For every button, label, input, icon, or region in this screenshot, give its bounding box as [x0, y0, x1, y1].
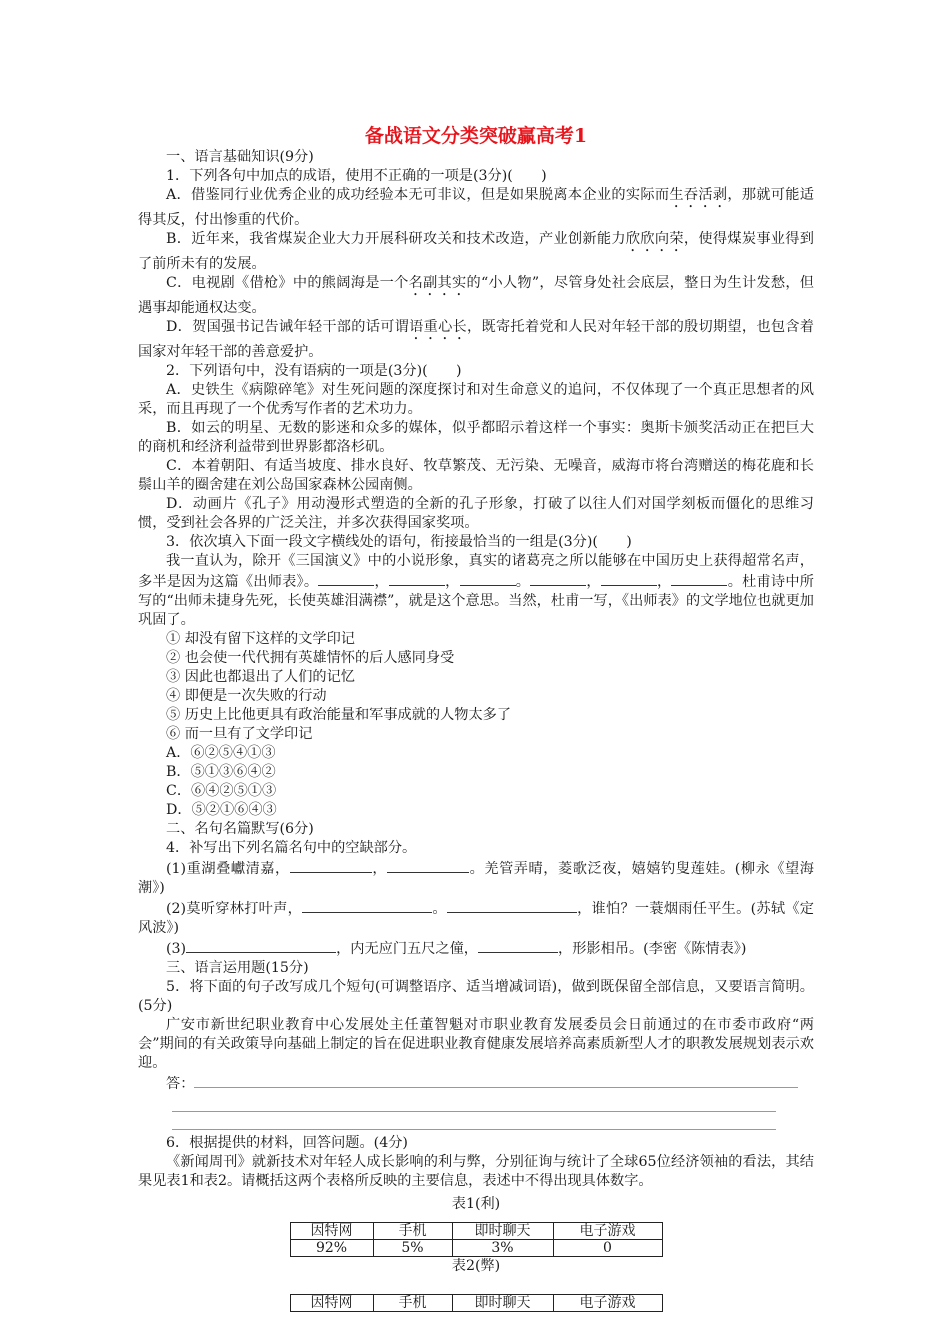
- table-row: [290, 1240, 662, 1257]
- answer-label: 答：: [166, 1076, 195, 1092]
- question-3-item: ⑤ 历史上比他更具有政治能量和军事成就的人物太多了: [166, 707, 512, 723]
- question-2-stem: 2．下列语句中，没有语病的一项是(3分)( ): [166, 363, 462, 379]
- question-3-option: D．⑤②①⑥④③: [166, 802, 277, 818]
- document-page: [138, 124, 814, 1312]
- section-heading-1: 一、语言基础知识(9分): [166, 149, 314, 165]
- question-3-item: ① 却没有留下这样的文学印记: [166, 631, 355, 647]
- question-2-option-b: B．如云的明星、无数的影迷和众多的媒体，似乎都昭示着这样一个事实：奥斯卡颁奖活动正在把巨大的商机和经济利益带到世界影都洛杉矶。: [138, 420, 814, 455]
- table-header-cell: 电子游戏: [553, 1223, 662, 1240]
- question-4-line-3: (3) ，内无应门五尺之僮， ，形影相吊。(李密《陈情表》): [138, 938, 814, 959]
- question-5-text: 广安市新世纪职业教育中心发展处主任董智魁对市职业教育发展委员会日前通过的在市委市政府“两会”期间的有关政策导向基础上制定的旨在促进职业教育健康发展培养高素质新型人才的职教发展规划表示欢迎。: [138, 1017, 814, 1071]
- table-1-caption: 表1(利): [451, 1196, 501, 1212]
- question-4-line-2: (2)莫听穿林打叶声， 。 ，谁怕？一蓑烟雨任平生。(苏轼《定风波》): [138, 898, 814, 938]
- question-1-stem: 1．下列各句中加点的成语，使用不正确的一项是(3分)( ): [166, 168, 547, 184]
- question-3-option: A．⑥②⑤④①③: [166, 745, 276, 761]
- question-3-item: ③ 因此也都退出了人们的记忆: [166, 669, 355, 685]
- table-cell: 5%: [373, 1240, 452, 1257]
- answer-line[interactable]: [172, 1094, 776, 1112]
- section-heading-3: 三、语言运用题(15分): [166, 960, 309, 976]
- table-header-cell: 即时聊天: [452, 1223, 553, 1240]
- answer-line[interactable]: [172, 1112, 776, 1130]
- answer-line[interactable]: [194, 1073, 798, 1088]
- table-cell: 3%: [452, 1240, 553, 1257]
- question-3-item: ④ 即便是一次失败的行动: [166, 688, 327, 704]
- question-1-option-a: A．借鉴同行业优秀企业的成功经验本无可非议，但是如果脱离本企业的实际而生吞活剥，那就可能适得其反，付出惨重的代价。: [138, 187, 814, 228]
- table-header-cell: 因特网: [290, 1295, 373, 1312]
- table-2-caption: 表2(弊): [451, 1258, 501, 1274]
- question-3-item: ② 也会使一代代拥有英雄情怀的后人感同身受: [166, 650, 455, 666]
- table-header-cell: 因特网: [290, 1223, 373, 1240]
- question-3-item: ⑥ 而一旦有了文学印记: [166, 726, 313, 742]
- section-heading-2: 二、名句名篇默写(6分): [166, 821, 314, 837]
- question-1-option-b: B．近年来，我省煤炭企业大力开展科研攻关和技术改造，产业创新能力欣欣向荣，使得煤炭事业得到了前所未有的发展。: [138, 231, 814, 272]
- table-header-cell: 即时聊天: [452, 1295, 553, 1312]
- table-1: [290, 1222, 663, 1257]
- table-cell: 92%: [290, 1240, 373, 1257]
- table-header-cell: 手机: [373, 1295, 452, 1312]
- table-header-cell: 电子游戏: [553, 1295, 662, 1312]
- table-header-cell: 手机: [373, 1223, 452, 1240]
- question-1-option-c: C．电视剧《借枪》中的熊阔海是一个名副其实的“小人物”，尽管身处社会底层，整日为生计发愁，但遇事却能通权达变。: [138, 275, 814, 316]
- question-5-stem: 5．将下面的句子改写成几个短句(可调整语序、适当增减词语)，做到既保留全部信息，又要语言简明。(5分): [138, 979, 814, 1014]
- question-2-option-c: C．本着朝阳、有适当坡度、排水良好、牧草繁茂、无污染、无噪音，威海市将台湾赠送的梅花鹿和长鬃山羊的圈舍建在刘公岛国家森林公园南侧。: [138, 458, 814, 493]
- question-3-option: C．⑥④②⑤①③: [166, 783, 277, 799]
- question-2-option-d: D．动画片《孔子》用动漫形式塑造的全新的孔子形象，打破了以往人们对国学刻板而僵化的思维习惯，受到社会各界的广泛关注，并多次获得国家奖项。: [138, 496, 814, 531]
- question-4-line-1: (1)重湖叠巘清嘉， ， 。羌管弄晴，菱歌泛夜，嬉嬉钓叟莲娃。(柳永《望海潮》): [138, 858, 814, 898]
- table-header-row: [290, 1295, 662, 1312]
- question-4-stem: 4．补写出下列名篇名句中的空缺部分。: [166, 840, 417, 856]
- table-2: [290, 1294, 663, 1312]
- question-3-passage: 我一直认为，除开《三国演义》中的小说形象，真实的诸葛亮之所以能够在中国历史上获得超常名声，多半是因为这篇《出师表》。 ， ， 。 ， ， 。杜甫诗中所写的“出师未捷身先死，长使英雄泪满襟”，就是这个意思。当然，杜甫一写，《出师表》的文学地位也就更加巩固了。: [138, 553, 814, 628]
- question-2-option-a: A．史铁生《病隙碎笔》对生死问题的深度探讨和对生命意义的追问，不仅体现了一个真正思想者的风采，而且再现了一个优秀写作者的艺术功力。: [138, 382, 814, 417]
- question-6-text: 《新闻周刊》就新技术对年轻人成长影响的利与弊，分别征询与统计了全球65位经济领袖的看法，其结果见表1和表2。请概括这两个表格所反映的主要信息，表述中不得出现具体数字。: [138, 1154, 814, 1189]
- table-header-row: [290, 1223, 662, 1240]
- question-3-option: B．⑤①③⑥④②: [166, 764, 276, 780]
- page-title: 备战语文分类突破赢高考1: [364, 125, 588, 147]
- question-6-stem: 6．根据提供的材料，回答问题。(4分): [166, 1135, 408, 1151]
- question-1-option-d: D．贺国强书记告诫年轻干部的话可谓语重心长，既寄托着党和人民对年轻干部的殷切期望，也包含着国家对年轻干部的善意爱护。: [138, 319, 814, 360]
- question-3-stem: 3．依次填入下面一段文字横线处的语句，衔接最恰当的一组是(3分)( ): [166, 534, 632, 550]
- table-cell: 0: [553, 1240, 662, 1257]
- question-5-answer: [138, 1073, 814, 1094]
